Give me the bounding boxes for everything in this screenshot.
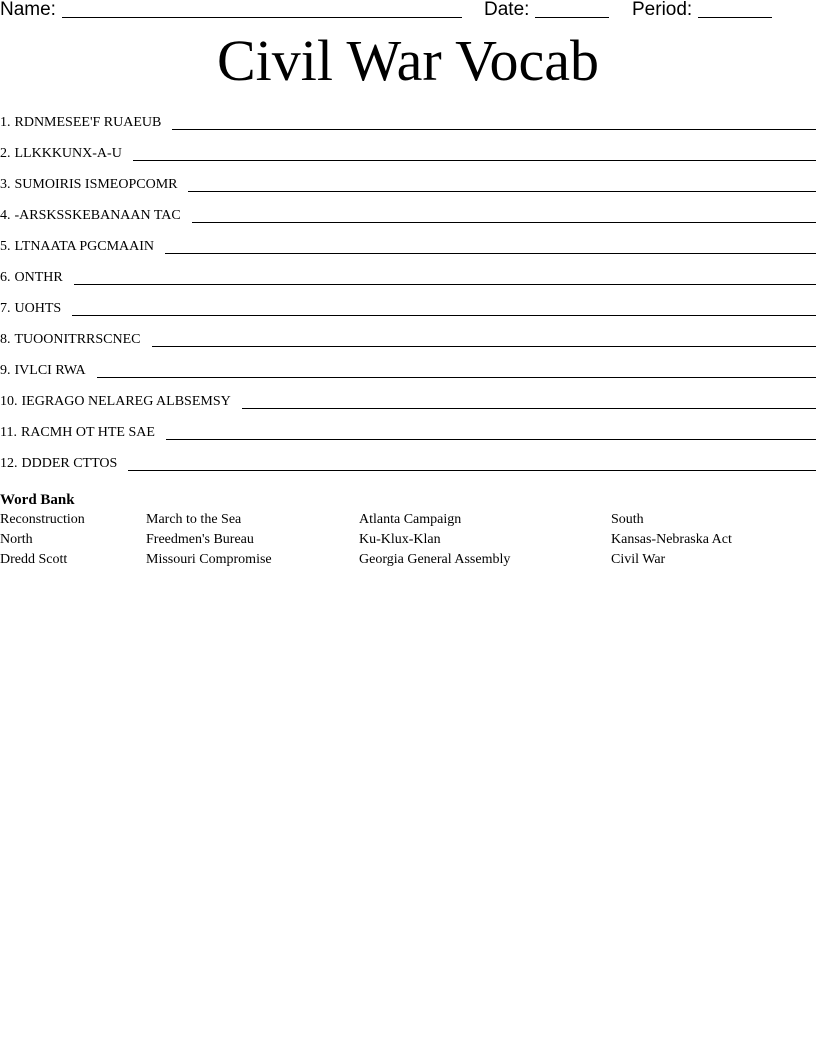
- answer-blank[interactable]: [74, 284, 816, 285]
- scrambled-word: SUMOIRIS ISMEOPCOMR: [14, 177, 178, 192]
- period-blank[interactable]: [698, 0, 772, 18]
- question-row: [0, 110, 816, 132]
- question-row: [0, 389, 816, 411]
- word-bank-item: Ku-Klux-Klan: [359, 532, 441, 547]
- question-number: 10.: [0, 394, 18, 409]
- scrambled-word: UOHTS: [14, 301, 62, 316]
- question-row: [0, 234, 816, 256]
- question-number: 11.: [0, 425, 17, 440]
- word-bank-item: Civil War: [611, 552, 666, 567]
- period-field: [632, 0, 772, 20]
- question-number: 6.: [0, 270, 11, 285]
- word-bank-item: March to the Sea: [146, 512, 242, 527]
- name-field: [0, 0, 462, 20]
- word-bank-item: Missouri Compromise: [146, 552, 272, 567]
- question-row: [0, 327, 816, 349]
- question-row: [0, 203, 816, 225]
- question-number: 2.: [0, 146, 11, 161]
- word-bank-item: Kansas-Nebraska Act: [611, 532, 732, 547]
- name-blank[interactable]: [62, 0, 462, 18]
- scrambled-word: LTNAATA PGCMAAIN: [14, 239, 155, 254]
- answer-blank[interactable]: [133, 160, 816, 161]
- word-bank-item: Atlanta Campaign: [359, 512, 462, 527]
- answer-blank[interactable]: [242, 408, 816, 409]
- question-row: [0, 172, 816, 194]
- date-label: Date:: [484, 0, 530, 20]
- page-title: Civil War Vocab: [217, 28, 599, 93]
- scrambled-word: -ARSKSSKEBANAAN TAC: [14, 208, 181, 223]
- answer-blank[interactable]: [97, 377, 816, 378]
- question-number: 9.: [0, 363, 11, 378]
- word-bank-item: Dredd Scott: [0, 552, 68, 567]
- word-bank-title: Word Bank: [0, 492, 75, 508]
- question-row: [0, 296, 816, 318]
- word-bank-item: Freedmen's Bureau: [146, 532, 254, 547]
- date-field: [484, 0, 609, 20]
- question-row: [0, 358, 816, 380]
- question-row: [0, 451, 816, 473]
- scrambled-word: RDNMESEE'F RUAEUB: [14, 115, 162, 130]
- answer-blank[interactable]: [72, 315, 816, 316]
- question-number: 4.: [0, 208, 11, 223]
- scrambled-word: IVLCI RWA: [14, 363, 86, 378]
- date-blank[interactable]: [535, 0, 609, 18]
- period-label: Period:: [632, 0, 693, 20]
- answer-blank[interactable]: [166, 439, 816, 440]
- question-row: [0, 265, 816, 287]
- word-bank-item: Georgia General Assembly: [359, 552, 511, 567]
- question-number: 3.: [0, 177, 11, 192]
- answer-blank[interactable]: [172, 129, 816, 130]
- name-label: Name:: [0, 0, 56, 20]
- answer-blank[interactable]: [192, 222, 816, 223]
- answer-blank[interactable]: [128, 470, 816, 471]
- question-row: [0, 141, 816, 163]
- question-number: 8.: [0, 332, 11, 347]
- question-number: 7.: [0, 301, 11, 316]
- scrambled-word: ONTHR: [14, 270, 63, 285]
- worksheet-header: [0, 0, 816, 22]
- question-row: [0, 420, 816, 442]
- word-bank-item: South: [611, 512, 644, 527]
- scrambled-word: LLKKKUNX-A-U: [14, 146, 122, 161]
- word-bank-item: Reconstruction: [0, 512, 85, 527]
- question-number: 1.: [0, 115, 11, 130]
- answer-blank[interactable]: [165, 253, 816, 254]
- scrambled-word: TUOONITRRSCNEC: [14, 332, 141, 347]
- scrambled-word: RACMH OT HTE SAE: [20, 425, 155, 440]
- scrambled-word: DDDER CTTOS: [21, 456, 118, 471]
- question-number: 12.: [0, 456, 18, 471]
- word-bank-item: North: [0, 532, 33, 547]
- scrambled-word: IEGRAGO NELAREG ALBSEMSY: [21, 394, 231, 409]
- answer-blank[interactable]: [188, 191, 816, 192]
- question-number: 5.: [0, 239, 11, 254]
- answer-blank[interactable]: [152, 346, 816, 347]
